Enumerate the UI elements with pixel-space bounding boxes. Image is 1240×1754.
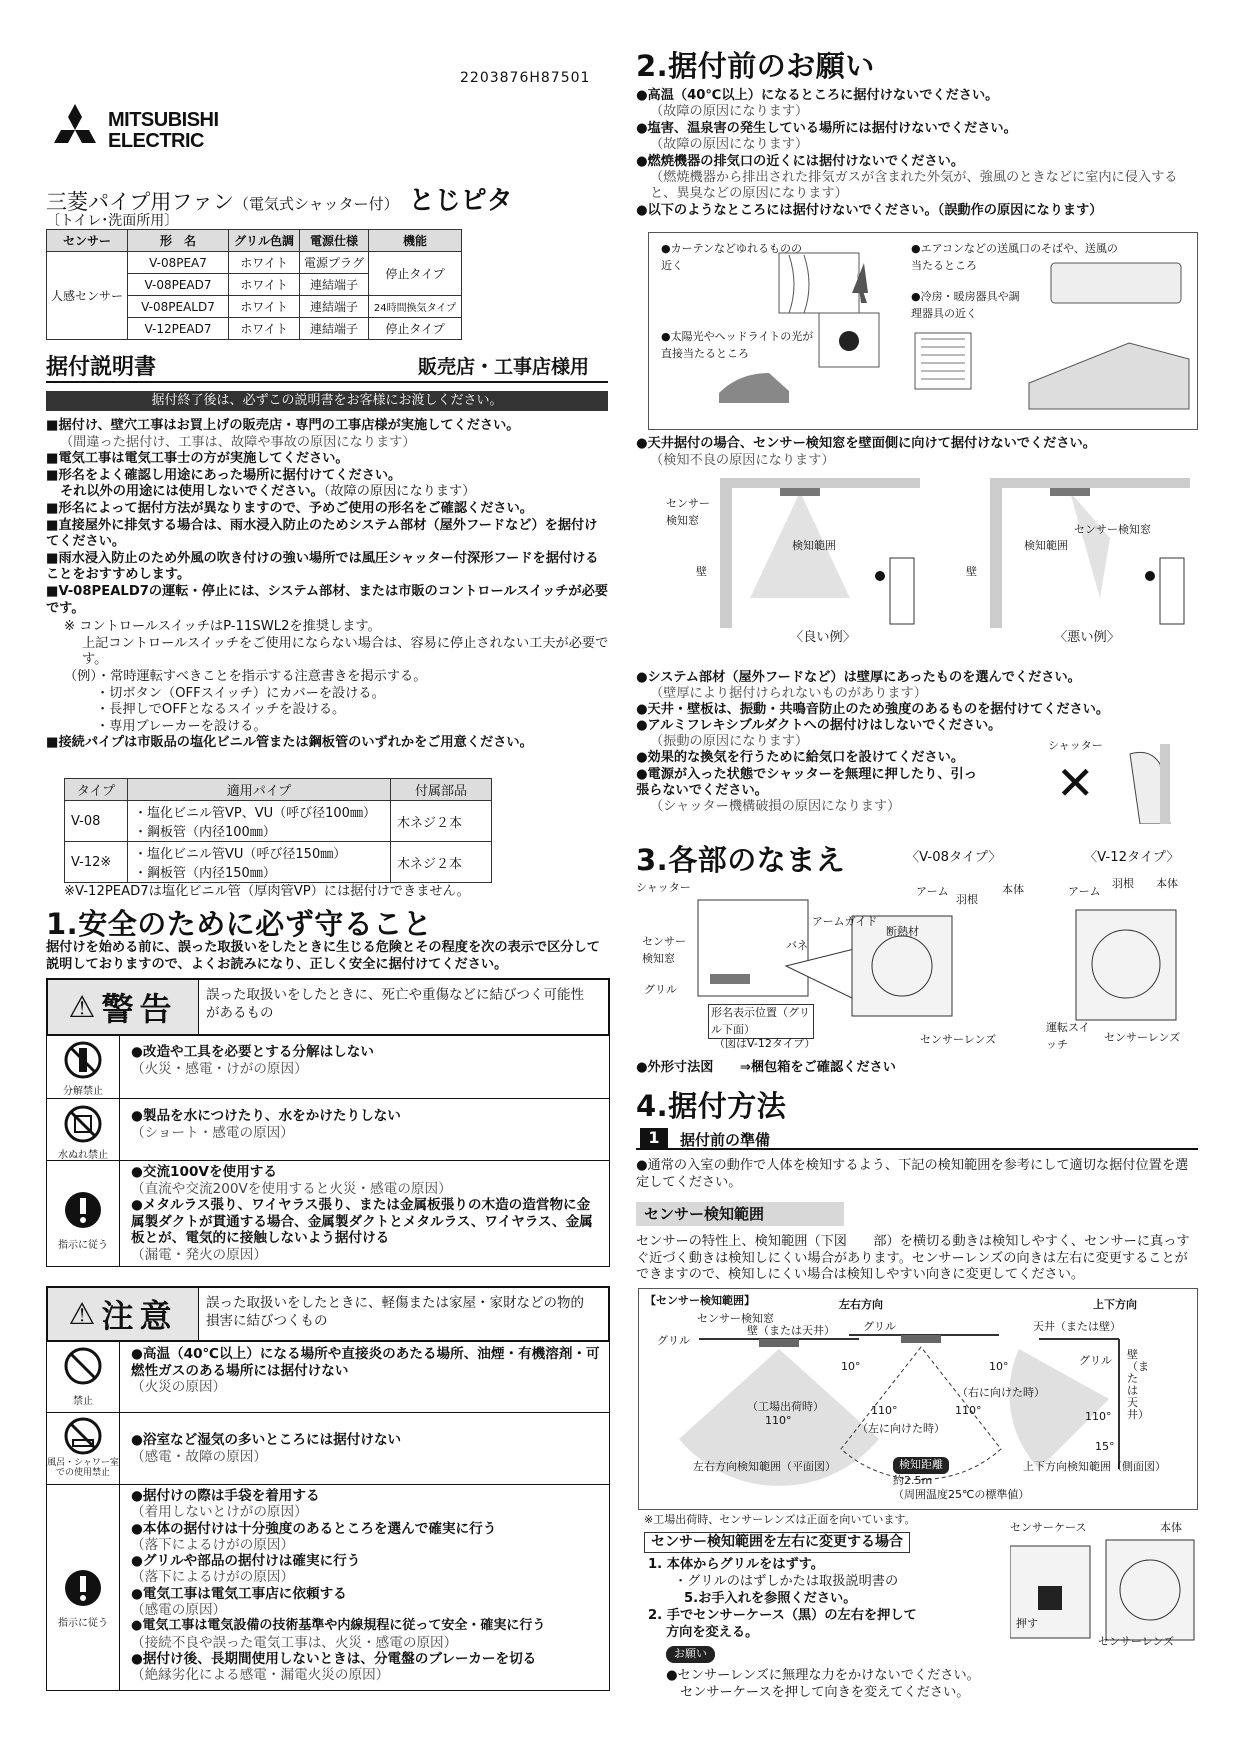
color-cell: ホワイト	[229, 274, 300, 296]
part-label: アーム	[916, 885, 949, 898]
control-note: ・専用ブレーカーを設ける。	[96, 718, 267, 734]
part-label: アーム	[1068, 885, 1101, 898]
step1-header	[636, 1128, 1198, 1150]
document-number: 2203876H87501	[460, 70, 591, 86]
pipe-cell: ・鋼板管（内径150㎜）	[134, 866, 276, 881]
warning-triangle-icon: ⚠	[68, 989, 96, 1025]
caution-reason: （感電の原因）	[131, 1602, 227, 1619]
caution-triangle-icon: ⚠	[68, 1296, 96, 1332]
bad-example-label: 〈悪い例〉	[1054, 630, 1120, 645]
intro-item: ■据付け、壁穴工事はお買上げの販売店・専門の工事店様が実施してください。	[46, 418, 520, 433]
caution-reason: （着用しないとけがの原因）	[131, 1504, 308, 1521]
v08-label: 〈V-08タイプ〉	[906, 850, 1002, 865]
warning-reason: （火災・感電・けがの原因）	[131, 1060, 308, 1077]
color-cell: ホワイト	[229, 318, 300, 340]
request-item: ●高温（40℃以上）になるところに据付けないでください。	[636, 88, 999, 103]
intro-item: ■形名をよく確認し用途にあった場所に据付けてください。	[46, 467, 402, 483]
fig-label: ●エアコンなどの送風口のそばや、送風の当たるところ	[911, 242, 1118, 272]
prohibited-icon	[63, 1346, 103, 1386]
fig-label: ●冷房・暖房器具や調理器具の近く	[911, 290, 1020, 320]
request-item: ●以下のようなところには据付けないでください。（誤動作の原因になります）	[636, 202, 1103, 218]
caution-reason: （落下によるけがの原因）	[131, 1569, 295, 1586]
step-item: 方向を変える。	[666, 1625, 759, 1640]
intro-list	[46, 418, 610, 752]
control-note: ※ コントロールスイッチはP-11SWL2を推奨します。	[64, 619, 381, 635]
caution-item: ●本体の据付けは十分強度のあるところを選んで確実に行う	[131, 1520, 497, 1537]
control-note: ・切ボタン（OFFスイッチ）にカバーを設ける。	[96, 685, 385, 701]
part-label: センサーレンズ	[1104, 1031, 1181, 1044]
request-note: ●センサーレンズに無理な力をかけないでください。	[666, 1668, 980, 1683]
col-header: 適用パイプ	[128, 779, 391, 801]
fig-label: センサー検知窓	[666, 497, 710, 527]
models-table	[46, 229, 462, 340]
step-item: ・グリルのはずしかたは取扱説明書の	[674, 1574, 899, 1589]
v12-label: 〈V-12タイプ〉	[1084, 850, 1180, 865]
pipe-cell: ・塩化ビニル管VP、VU（呼び径100㎜）	[134, 806, 376, 821]
fig-label: センサー検知窓	[1074, 523, 1151, 536]
figure-label: 左右方向	[839, 1298, 883, 1311]
part-label: 本体	[1156, 877, 1178, 890]
caution-item: ●据付けの際は手袋を着用する	[131, 1488, 320, 1504]
step-item: 1. 本体からグリルをはずす。	[648, 1557, 824, 1572]
request-reason: （故障の原因になります）	[650, 137, 809, 153]
warning-item: ●製品を水につけたり、水をかけたりしない	[131, 1108, 401, 1124]
intro-item: ■形名によって据付方法が異なりますので、予めご使用の形名をご確認ください。	[46, 500, 533, 516]
function-cell: 24時間換気タイプ	[369, 296, 462, 318]
request-item: ●天井据付の場合、センサー検知窓を壁面側に向けて据付けないでください。	[636, 436, 1096, 451]
pipe-cell: ・塩化ビニル管VU（呼び径150㎜）	[134, 847, 347, 862]
warning-label-text: 警告	[101, 990, 178, 1028]
icon-label: 風呂・シャワー室での使用禁止	[47, 1458, 119, 1478]
type-cell: V-12※	[65, 842, 128, 883]
no-water-icon	[63, 1104, 103, 1144]
warning-reason: （直流や交流200Vを使用すると火災・感電の原因）	[131, 1180, 452, 1197]
figure-label: 天井（または壁）	[1033, 1320, 1121, 1333]
fig-label: 検知範囲	[1024, 539, 1068, 552]
figure-label: グリル	[657, 1334, 690, 1347]
icon-label: 水ぬれ禁止	[58, 1150, 108, 1161]
caution-reason: （接続不良や誤った電気工事は、火災・感電の原因）	[131, 1634, 458, 1651]
fig-label: 壁	[966, 565, 977, 578]
part-label: センサー検知窓	[642, 935, 686, 965]
figure-label: 110°	[871, 1404, 898, 1417]
request-reason: （シャッター機構破損の原因になります）	[650, 798, 901, 814]
part-label: センサーレンズ	[920, 1033, 997, 1046]
intro-item: それ以外の用途には使用しないでください。	[60, 484, 324, 500]
figure-label: 左右方向検知範囲（平面図）	[693, 1460, 836, 1473]
icon-label: 禁止	[73, 1396, 93, 1407]
figure-label: 上下方向検知範囲（側面図）	[1023, 1460, 1166, 1473]
wall-examples-figure	[650, 478, 1190, 648]
function-cell: 停止タイプ	[369, 252, 462, 296]
col-header: センサー	[47, 230, 128, 252]
sensor-wall-note	[636, 436, 1198, 469]
col-header: タイプ	[65, 779, 128, 801]
range-heading: センサー検知範囲	[636, 1202, 844, 1226]
pipe-cell: ・鋼板管（内径100㎜）	[134, 825, 276, 840]
power-cell: 連結端子	[300, 318, 369, 340]
instruction-icon	[63, 1190, 103, 1230]
hand-push-illustration	[1120, 744, 1180, 824]
figure-label: 15°	[1095, 1440, 1115, 1453]
request-note: センサーケースを押して向きを変えてください。	[680, 1684, 970, 1700]
mitsubishi-logo	[46, 102, 266, 164]
divider	[46, 381, 608, 383]
pipe-table	[64, 778, 492, 883]
no-disassembly-icon	[63, 1040, 103, 1080]
figure-label: グリル	[1079, 1354, 1112, 1367]
intro-item: ■雨水浸入防止のため外風の吹き付けの強い場所では風圧シャッター付深形フードを据付けることをおすすめします。	[46, 550, 599, 583]
avoid-locations-figure	[648, 232, 1198, 430]
fig-label: ●太陽光やヘッドライトの光が直接当たるところ	[661, 330, 814, 360]
part-label: バネ	[786, 939, 808, 952]
caution-item: ●高温（40℃以上）になる場所や直接炎のあたる場所、油煙・有機溶剤・可燃性ガスのある場所には据付けない	[131, 1346, 600, 1379]
figure-label: 壁（または天井）	[747, 1324, 835, 1337]
caution-item: ●電気工事は電気工事店に依頼する	[131, 1585, 347, 1602]
caution-header	[46, 1286, 610, 1342]
figure-label: （工場出荷時）	[747, 1400, 824, 1413]
figure-label: 110°	[1085, 1410, 1112, 1423]
for-shop-label: 販売店・工事店様用	[418, 356, 590, 378]
locations-illustration	[649, 233, 1197, 429]
caution-item: ●電気工事は電気設備の技術基準や内線規程に従って安全・確実に行う	[131, 1618, 546, 1634]
part-label: 断熱材	[886, 925, 919, 938]
caution-reason: （絶縁劣化による感電・漏電火災の原因）	[131, 1667, 390, 1684]
section3-title: 3.各部のなまえ	[636, 843, 846, 877]
figure-label: 10°	[989, 1360, 1009, 1373]
intro-item: ■直接屋外に排気する場合は、雨水浸入防止のためシステム部材（屋外フードなど）を据付けてください。	[46, 517, 598, 550]
part-label: 本体	[1002, 883, 1024, 896]
figure-label: （右に向けた時）	[957, 1386, 1045, 1399]
prep-note: ●通常の入室の動作で人体を検知するよう、下記の検知範囲を参考にして適切な据付位置を選定してください。	[636, 1158, 1189, 1190]
temperature-note: （周囲温度25℃の標準値）	[893, 1488, 1030, 1501]
product-subtitle: （電気式シャッター付）	[233, 195, 399, 213]
part-label: 運転スイッチ	[1046, 1021, 1090, 1051]
sensor-case-figure	[1010, 1520, 1196, 1650]
figure-label: 上下方向	[1093, 1298, 1137, 1311]
request-reason: （検知不良の原因になります）	[650, 452, 835, 468]
intro-item: ■電気工事は電気工事士の方が実施してください。	[46, 451, 349, 467]
warning-item: ●交流100Vを使用する	[131, 1164, 277, 1180]
power-cell: 電源プラグ	[300, 252, 369, 274]
color-cell: ホワイト	[229, 252, 300, 274]
warning-description: 誤った取扱いをしたときに、死亡や重傷などに結びつく可能性があるもの	[206, 987, 584, 1021]
section2-list2	[636, 670, 1110, 815]
figure-label: 110°	[765, 1414, 792, 1427]
icon-label: 分解禁止	[63, 1086, 103, 1097]
product-brandname: とじピタ	[408, 186, 513, 216]
part-label: シャッター	[636, 881, 691, 894]
caution-description: 誤った取扱いをしたときに、軽傷または家屋・家財などの物的損害に結びつくもの	[206, 1295, 584, 1329]
instruction-icon	[63, 1568, 103, 1608]
intro-item: ■V-08PEALD7の運転・停止には、システム部材、または市販のコントロールスイッチが必要です。	[46, 583, 608, 616]
parts-figure	[636, 870, 1198, 1050]
caution-reason: （感電・故障の原因）	[131, 1448, 267, 1465]
color-cell: ホワイト	[229, 296, 300, 318]
model-cell: V-08PEA7	[128, 252, 229, 274]
figure-label: センサー検知窓	[697, 1312, 774, 1325]
detection-range-figure	[638, 1288, 1198, 1510]
section4-title: 4.据付方法	[636, 1089, 787, 1123]
request-list	[666, 1668, 1066, 1701]
parts-cell: 木ネジ２本	[391, 801, 492, 842]
handover-note: 据付終了後は、必ずこの説明書をお客様にお渡しください。	[46, 391, 608, 411]
col-header: 電源仕様	[300, 230, 369, 252]
icon-label: 指示に従う	[58, 1240, 108, 1251]
model-cell: V-12PEAD7	[128, 318, 229, 340]
caution-label-text: 注意	[101, 1297, 178, 1335]
caution-item: ●浴室など湿気の多いところには据付けない	[131, 1432, 402, 1448]
col-header: 形 名	[128, 230, 229, 252]
sensor-cell: 人感センサー	[47, 252, 128, 340]
section2-list	[636, 88, 1198, 219]
icon-label: 指示に従う	[58, 1618, 108, 1629]
no-bathroom-icon	[63, 1416, 103, 1456]
product-name: 三菱パイプ用ファン	[46, 190, 234, 214]
caution-reason: （落下によるけがの原因）	[131, 1536, 295, 1553]
part-label: 羽根	[956, 893, 978, 906]
fig-label: 壁	[696, 565, 707, 578]
section1-title: 1.安全のために必ず守ること	[46, 907, 433, 941]
brand-line1: MITSUBISHI	[108, 109, 219, 131]
request-reason: （燃焼機器から排出された排気ガスが含まれた外気が、強風のときなどに室内に侵入すると、異臭などの原因になります）	[650, 170, 1178, 202]
request-item: ●アルミフレキシブルダクトへの据付けはしないでください。	[636, 718, 1002, 734]
good-example-label: 〈良い例〉	[790, 630, 856, 645]
caution-item: ●グリルや部品の据付けは確実に行う	[131, 1553, 361, 1570]
figure-label: 壁（または天井）	[1127, 1348, 1149, 1421]
col-header: グリル色調	[229, 230, 300, 252]
caution-row	[46, 1412, 610, 1485]
caution-row	[46, 1340, 610, 1413]
dimensions-note: ●外形寸法図 ⇒梱包箱をご確認ください	[636, 1060, 896, 1075]
distance-badge: 検知距離	[893, 1457, 949, 1474]
brand-line2: ELECTRIC	[108, 130, 204, 152]
fig-label: センサーケース	[1010, 1521, 1087, 1534]
caution-reason: （火災の原因）	[131, 1379, 227, 1395]
request-item: ●燃焼機器の排気口の近くには据付けないでください。	[636, 153, 965, 169]
function-cell: 停止タイプ	[369, 318, 462, 340]
power-cell: 連結端子	[300, 296, 369, 318]
part-label: グリル	[644, 983, 677, 996]
control-note: ・長押しでOFFとなるスイッチを設ける。	[96, 702, 346, 718]
fig-label: 押す	[1016, 1617, 1038, 1630]
figure-label: （左に向けた時）	[857, 1422, 945, 1435]
fig-label: 検知範囲	[792, 539, 836, 552]
request-reason: （振動の原因になります）	[650, 734, 809, 750]
request-reason: （故障の原因になります）	[650, 104, 809, 120]
warning-row	[46, 1034, 610, 1099]
intro-note: （間違った据付け、工事は、故障や事故の原因になります）	[60, 434, 416, 450]
warning-row	[46, 1098, 610, 1161]
request-item: ●効果的な換気を行うために給気口を設けてください。	[636, 750, 965, 766]
caution-item: ●据付け後、長期間使用しないときは、分電盤のブレーカーを切る	[131, 1650, 537, 1667]
request-item: ●天井・壁板は、振動・共鳴音防止のため強度のあるものを据付けてください。	[636, 702, 1110, 718]
factory-note: ※工場出荷時、センサーレンズは正面を向いています。	[644, 1513, 916, 1526]
cross-mark-icon: ✕	[1056, 756, 1095, 810]
warning-item: ●メタルラス張り、ワイヤラス張り、または金属板張りの木造の造営物に金属製ダクトが貫通する場合、金属製ダクトとメタルラス、ワイヤラス、金属板とが、電気的に接触しないよう据付ける	[131, 1197, 593, 1246]
step-label: 据付前の準備	[680, 1131, 771, 1149]
control-note: （例）・常時運転すべきことを指示する注意書きを掲示する。	[64, 668, 427, 684]
change-range-heading: センサー検知範囲を左右に変更する場合	[644, 1532, 910, 1553]
warning-row	[46, 1160, 610, 1267]
part-label: 羽根	[1112, 877, 1134, 890]
fig-label: ●カーテンなどゆれるものの近く	[661, 242, 803, 272]
section1-intro: 据付けを始める前に、誤った取扱いをしたときに生じる危険とその程度を次の表示で区分して説明しておりますので、よくお読みになり、正しく安全に据付けてください。	[46, 940, 600, 972]
caution-label	[48, 1288, 199, 1340]
warning-header	[46, 978, 610, 1036]
warning-reason: （漏電・発火の原因）	[131, 1246, 267, 1263]
section2-title: 2.据付前のお願い	[636, 49, 875, 83]
fig-label: センサーレンズ	[1098, 1635, 1175, 1648]
three-diamonds-icon	[46, 102, 104, 160]
manual-title: 据付説明書	[46, 355, 157, 380]
part-label: （図はV-12タイプ）	[714, 1037, 816, 1050]
col-header: 付属部品	[391, 779, 492, 801]
step-item: 2. 手でセンサーケース（黒）の左右を押して	[648, 1608, 917, 1623]
warning-reason: （ショート・感電の原因）	[131, 1124, 294, 1141]
col-header: 機能	[369, 230, 462, 252]
caution-row	[46, 1484, 610, 1691]
parts-cell: 木ネジ２本	[391, 842, 492, 883]
wall-examples-illustration	[650, 478, 1190, 648]
figure-label: 10°	[841, 1360, 861, 1373]
power-cell: 連結端子	[300, 274, 369, 296]
pipe-note: ■接続パイプは市販品の塩化ビニル管または鋼板管のいずれかをご用意ください。	[46, 735, 533, 751]
part-label: 形名表示位置（グリル下面）	[708, 1004, 814, 1039]
model-cell: V-08PEALD7	[128, 296, 229, 318]
type-cell: V-08	[65, 801, 128, 842]
request-item: ●塩害、温泉害の発生している場所には据付けないでください。	[636, 120, 1017, 136]
warning-label	[48, 980, 199, 1034]
control-note: 上記コントロールスイッチをご使用にならない場合は、容易に停止されない工夫が必要です。	[82, 635, 609, 668]
pipe-footnote: ※V-12PEAD7は塩化ビニル管（厚肉管VP）には据付けできません。	[64, 884, 470, 899]
request-item: ●システム部材（屋外フードなど）は壁厚にあったものを選んでください。	[636, 670, 1081, 685]
distance-value: 約2.5m	[893, 1474, 933, 1487]
request-item: ●電源が入った状態でシャッターを無理に押したり、引っ張らないでください。	[636, 766, 977, 798]
warning-item: ●改造や工具を必要とする分解はしない	[131, 1044, 374, 1060]
range-description: センサーの特性上、検知範囲（下図 部）を横切る動きは検知しやすく、センサーに真っすぐ近づく動きは検知しにくい場合があります。センサーレンズの向きは左右に変更することができますので、検知しにくい場合は検知しやすい向きに変更してください。	[636, 1234, 1190, 1283]
figure-label: 110°	[955, 1404, 982, 1417]
step-item: 5.お手入れを参照ください。	[684, 1591, 857, 1606]
shutter-label: シャッター	[1048, 739, 1103, 752]
model-cell: V-08PEAD7	[128, 274, 229, 296]
request-reason: （壁厚により据付けられないものがあります）	[650, 686, 927, 702]
usage-label: 〔トイレ･洗面所用〕	[46, 213, 179, 229]
change-steps	[648, 1556, 978, 1641]
part-label: アームガイド	[812, 915, 878, 928]
fig-label: 本体	[1160, 1521, 1182, 1534]
figure-title: 【センサー検知範囲】	[645, 1294, 755, 1307]
request-badge: お願い	[666, 1646, 715, 1663]
step-number: 1	[640, 1128, 668, 1148]
intro-note: （故障の原因になります）	[323, 484, 476, 500]
figure-label: グリル	[863, 1320, 896, 1333]
